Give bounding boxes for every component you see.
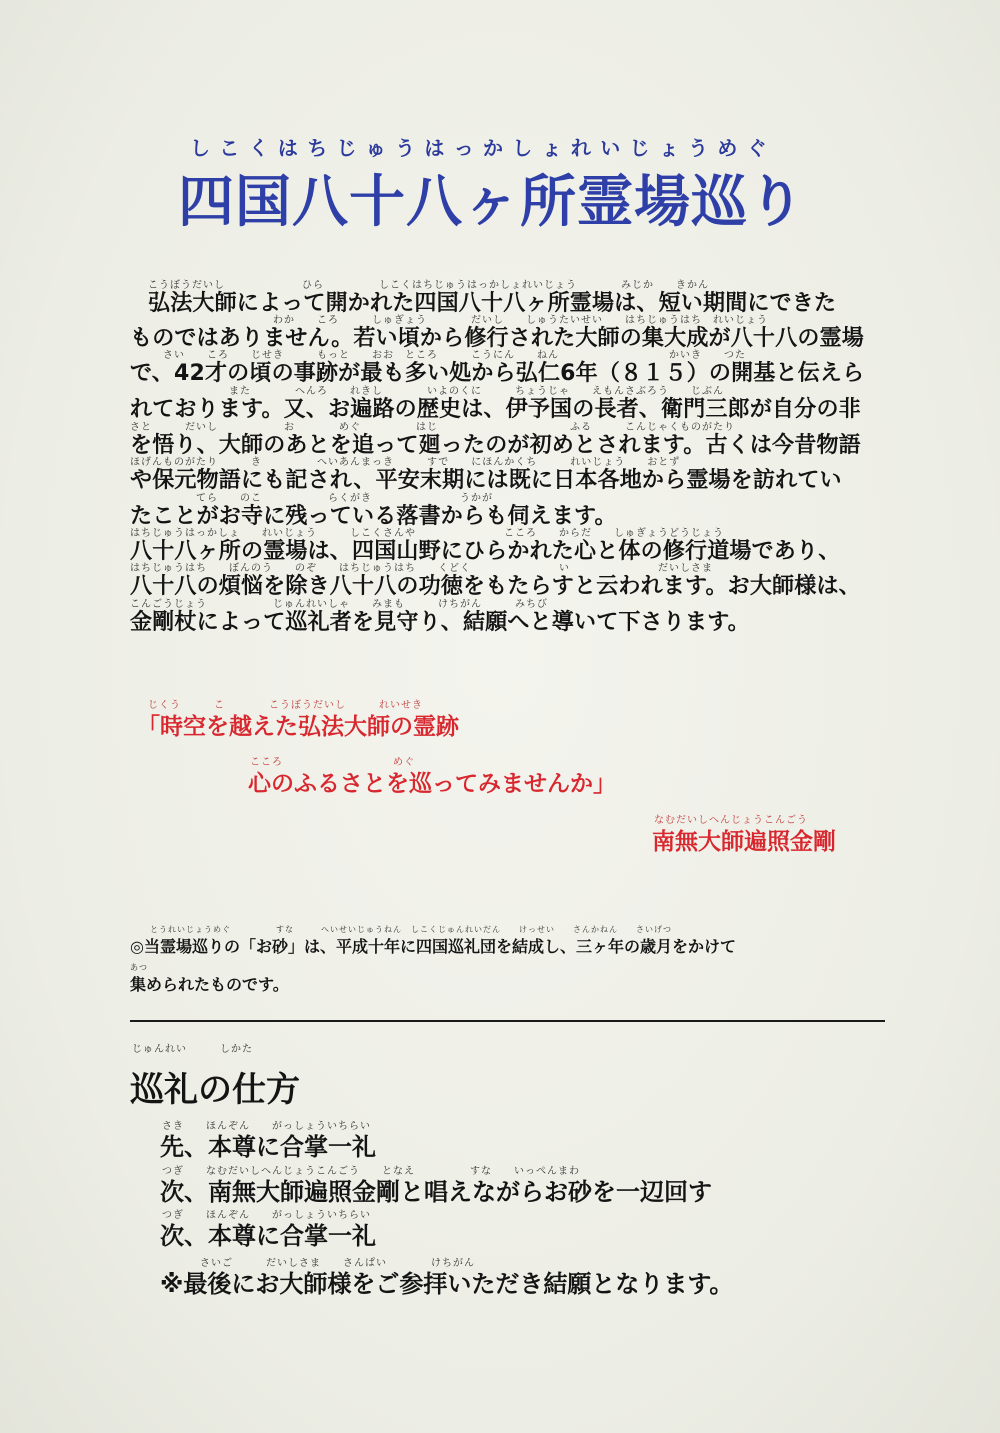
body-furigana-10: こんごうじょう じゅんれいしゃ みまも けちがん みちび bbox=[130, 599, 548, 610]
step-furigana-2: つぎ なむだいしへんじょうこんごう となえ すな いっぺんまわ bbox=[162, 1166, 580, 1177]
body-furigana-3: さい ころ じせき もっと おお ところ こうにん ねん かいき つた bbox=[130, 350, 746, 361]
motto-line-2: 心のふるさとを巡ってみませんか」 bbox=[248, 771, 616, 797]
body-furigana-6: ほげんものがたり き へいあんまっき すで にほんかくち れいじょう おとず bbox=[130, 457, 681, 468]
step-2: 次、南無大師遍照金剛と唱えながらお砂を一辺回す bbox=[160, 1178, 712, 1206]
body-line-10: 金剛杖によって巡礼者を見守り、結願へと導いて下さります。 bbox=[130, 610, 750, 635]
note-line-2: 集められたものです。 bbox=[130, 975, 289, 994]
body-line-4: れております。又、お遍路の歴史は、伊予国の長者、衛門三郎が自分の非 bbox=[130, 397, 861, 422]
body-furigana-7: てら のこ らくがき うかが bbox=[130, 493, 493, 504]
step-3: 次、本尊に合掌一礼 bbox=[160, 1222, 376, 1250]
body-line-6: や保元物語にも記され、平安末期には既に日本各地から霊場を訪れてい bbox=[130, 468, 842, 493]
step-furigana-1: さき ほんぞん がっしょういちらい bbox=[162, 1121, 371, 1132]
mantra: 南無大師遍照金剛 bbox=[652, 829, 836, 855]
motto-furigana-2: こころ めぐ bbox=[250, 757, 415, 768]
body-furigana-1: こうぼうだいし ひら しこくはちじゅうはっかしょれいじょう みじか きかん bbox=[148, 280, 709, 291]
body-line-8: 八十八ヶ所の霊場は、四国山野にひらかれた心と体の修行道場であり、 bbox=[130, 539, 841, 564]
body-line-7: たことがお寺に残っている落書からも伺えます。 bbox=[130, 504, 617, 529]
body-furigana-8: はちじゅうはっかしょ れいじょう しこくさんや こころ からだ しゅぎょうどうじょう bbox=[130, 528, 724, 539]
section-title: 巡礼の仕方 bbox=[130, 1070, 300, 1110]
note-furigana-2: あつ bbox=[130, 963, 148, 972]
step-4-note: ※最後にお大師様をご参拝いただき結願となります。 bbox=[160, 1270, 734, 1298]
note-furigana-1: とうれいじょうめぐ すな へいせいじゅうねん しこくじゅんれいだん けっせい さんかねん さいげつ bbox=[150, 925, 672, 934]
page-title: 四国八十八ヶ所霊場巡り bbox=[178, 170, 805, 235]
title-furigana: しこくはちじゅうはっかしょれいじょうめぐ bbox=[190, 136, 776, 160]
body-furigana-5: さと だいし お めぐ はじ ふる こんじゃくものがたり bbox=[130, 422, 735, 433]
step-furigana-4: さいご だいしさま さんぱい けちがん bbox=[200, 1258, 475, 1269]
section-divider bbox=[130, 1020, 885, 1022]
mantra-furigana: なむだいしへんじょうこんごう bbox=[654, 815, 808, 826]
body-line-5: を悟り、大師のあとを追って廻ったのが初めとされます。古くは今昔物語 bbox=[130, 433, 861, 458]
body-line-2: ものではありません。若い頃から修行された大師の集大成が八十八の霊場 bbox=[130, 326, 864, 351]
step-furigana-3: つぎ ほんぞん がっしょういちらい bbox=[162, 1210, 371, 1221]
section-title-furigana: じゅんれい しかた bbox=[132, 1044, 253, 1055]
motto-line-1: 「時空を越えた弘法大師の霊跡 bbox=[137, 714, 459, 740]
body-furigana-2: わか ころ しゅぎょう だいし しゅうたいせい はちじゅうはち れいじょう bbox=[130, 315, 768, 326]
body-line-3: で、42才の頃の事跡が最も多い処から弘仁6年（８１５）の開基と伝えら bbox=[130, 361, 865, 386]
body-line-9: 八十八の煩悩を除き八十八の功徳をもたらすと云われます。お大師様は、 bbox=[130, 574, 861, 599]
body-line-1: 弘法大師によって開かれた四国八十八ヶ所霊場は、短い期間にできた bbox=[148, 291, 837, 316]
motto-furigana-1: じくう こ こうぼうだいし れいせき bbox=[148, 700, 423, 711]
body-furigana-4: また へんろ れきし いよのくに ちょうじゃ えもんさぶろう じぶん bbox=[130, 386, 724, 397]
note-line-1: ◎当霊場巡りの「お砂」は、平成十年に四国巡礼団を結成し、三ヶ年の歳月をかけて bbox=[130, 937, 736, 956]
step-1: 先、本尊に合掌一礼 bbox=[160, 1133, 376, 1161]
body-furigana-9: はちじゅうはち ぼんのう のぞ はちじゅうはち くどく い だいしさま bbox=[130, 563, 713, 574]
